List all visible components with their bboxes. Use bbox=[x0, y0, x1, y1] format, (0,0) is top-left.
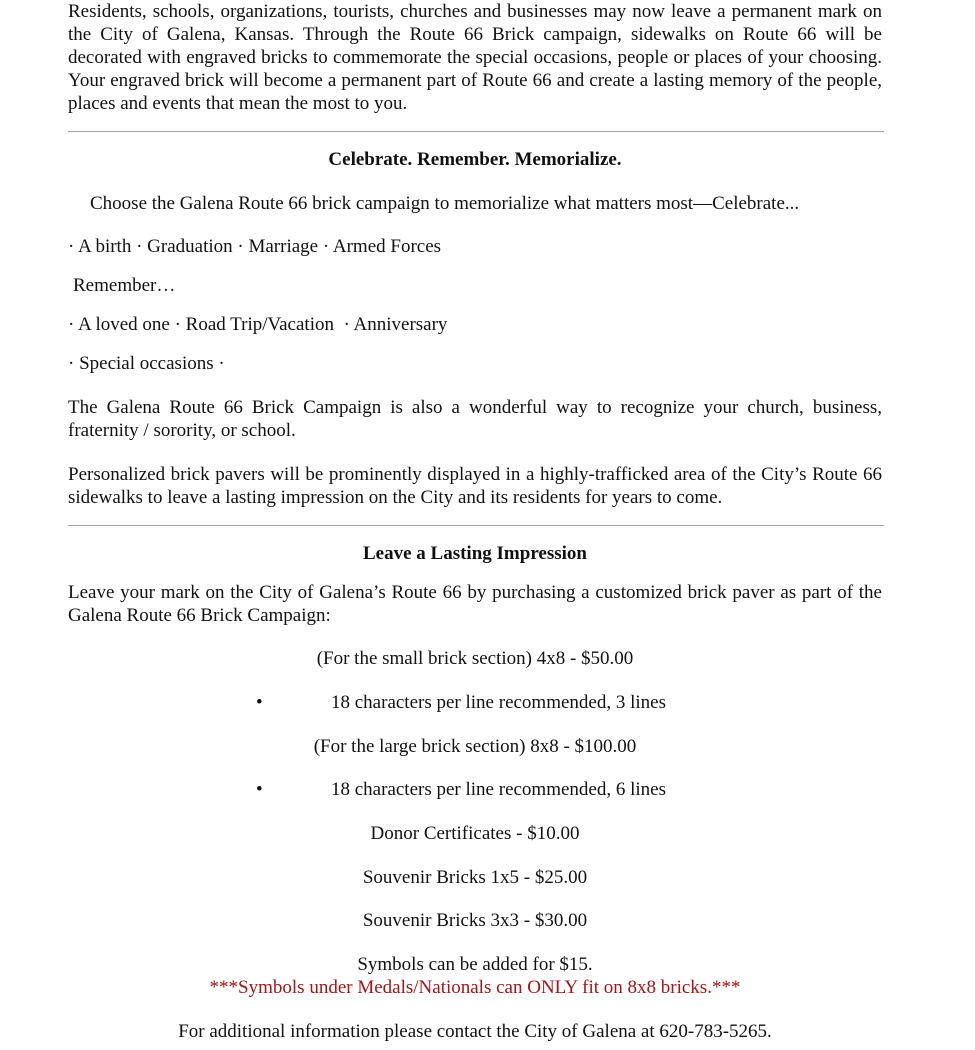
impression-heading: Leave a Lasting Impression bbox=[363, 543, 587, 564]
celebrate-occasions-list: · A birth · Graduation · Marriage · Armed Forces bbox=[68, 236, 442, 257]
small-brick-price: (For the small brick section) 4x8 - $50.00 bbox=[316, 648, 634, 669]
large-brick-note: 18 characters per line recommended, 6 lines bbox=[331, 779, 666, 800]
intro-paragraph: Residents, schools, organizations, tourists, churches and businesses may now leave a permanent mark on the City of Galena, Kansas. Through the Route 66 Brick campaign, sidewalks on Route 66 will be decorated with engraved bricks to commemorate the special occasions, people or places of your choosing. Your engraved brick will become a permanent part of Route 66 and create a lasting memory of the people, places and events that mean the most to you. bbox=[68, 1, 882, 114]
remember-occasions-list: · A loved one · Road Trip/Vacation · Anniversary bbox=[68, 314, 448, 335]
celebrate-lead: Choose the Galena Route 66 brick campaign to memorialize what matters most—Celebrate... bbox=[90, 193, 800, 214]
display-paragraph: Personalized brick pavers will be prominently displayed in a highly-trafficked area of the City’s Route 66 sidewalks to leave a lasting impression on the City and its residents for years to come. bbox=[68, 464, 882, 508]
bullet-icon: • bbox=[256, 779, 263, 800]
bullet-icon: • bbox=[256, 692, 263, 713]
large-brick-price: (For the large brick section) 8x8 - $100.00 bbox=[313, 736, 637, 757]
donor-certificates-price: Donor Certificates - $10.00 bbox=[370, 823, 580, 844]
symbols-warning: ***Symbols under Medals/Nationals can ONLY fit on 8x8 bricks.*** bbox=[209, 977, 741, 998]
contact-info: For additional information please contact the City of Galena at 620-783-5265. bbox=[178, 1021, 772, 1042]
remember-label: Remember… bbox=[73, 275, 176, 296]
section-divider bbox=[68, 525, 884, 526]
recognize-paragraph: The Galena Route 66 Brick Campaign is also a wonderful way to recognize your church, business, fraternity / sorority, or school. bbox=[68, 397, 882, 441]
section-divider bbox=[68, 131, 884, 132]
small-brick-note: 18 characters per line recommended, 3 lines bbox=[331, 692, 666, 713]
souvenir-1x5-price: Souvenir Bricks 1x5 - $25.00 bbox=[362, 867, 588, 888]
souvenir-3x3-price: Souvenir Bricks 3x3 - $30.00 bbox=[362, 910, 588, 931]
special-occasions-list: · Special occasions · bbox=[68, 353, 225, 374]
celebrate-heading: Celebrate. Remember. Memorialize. bbox=[328, 149, 622, 170]
impression-intro: Leave your mark on the City of Galena’s Route 66 by purchasing a customized brick paver as part of the Galena Route 66 Brick Campaign: bbox=[68, 582, 882, 626]
symbols-price: Symbols can be added for $15. bbox=[357, 954, 593, 975]
